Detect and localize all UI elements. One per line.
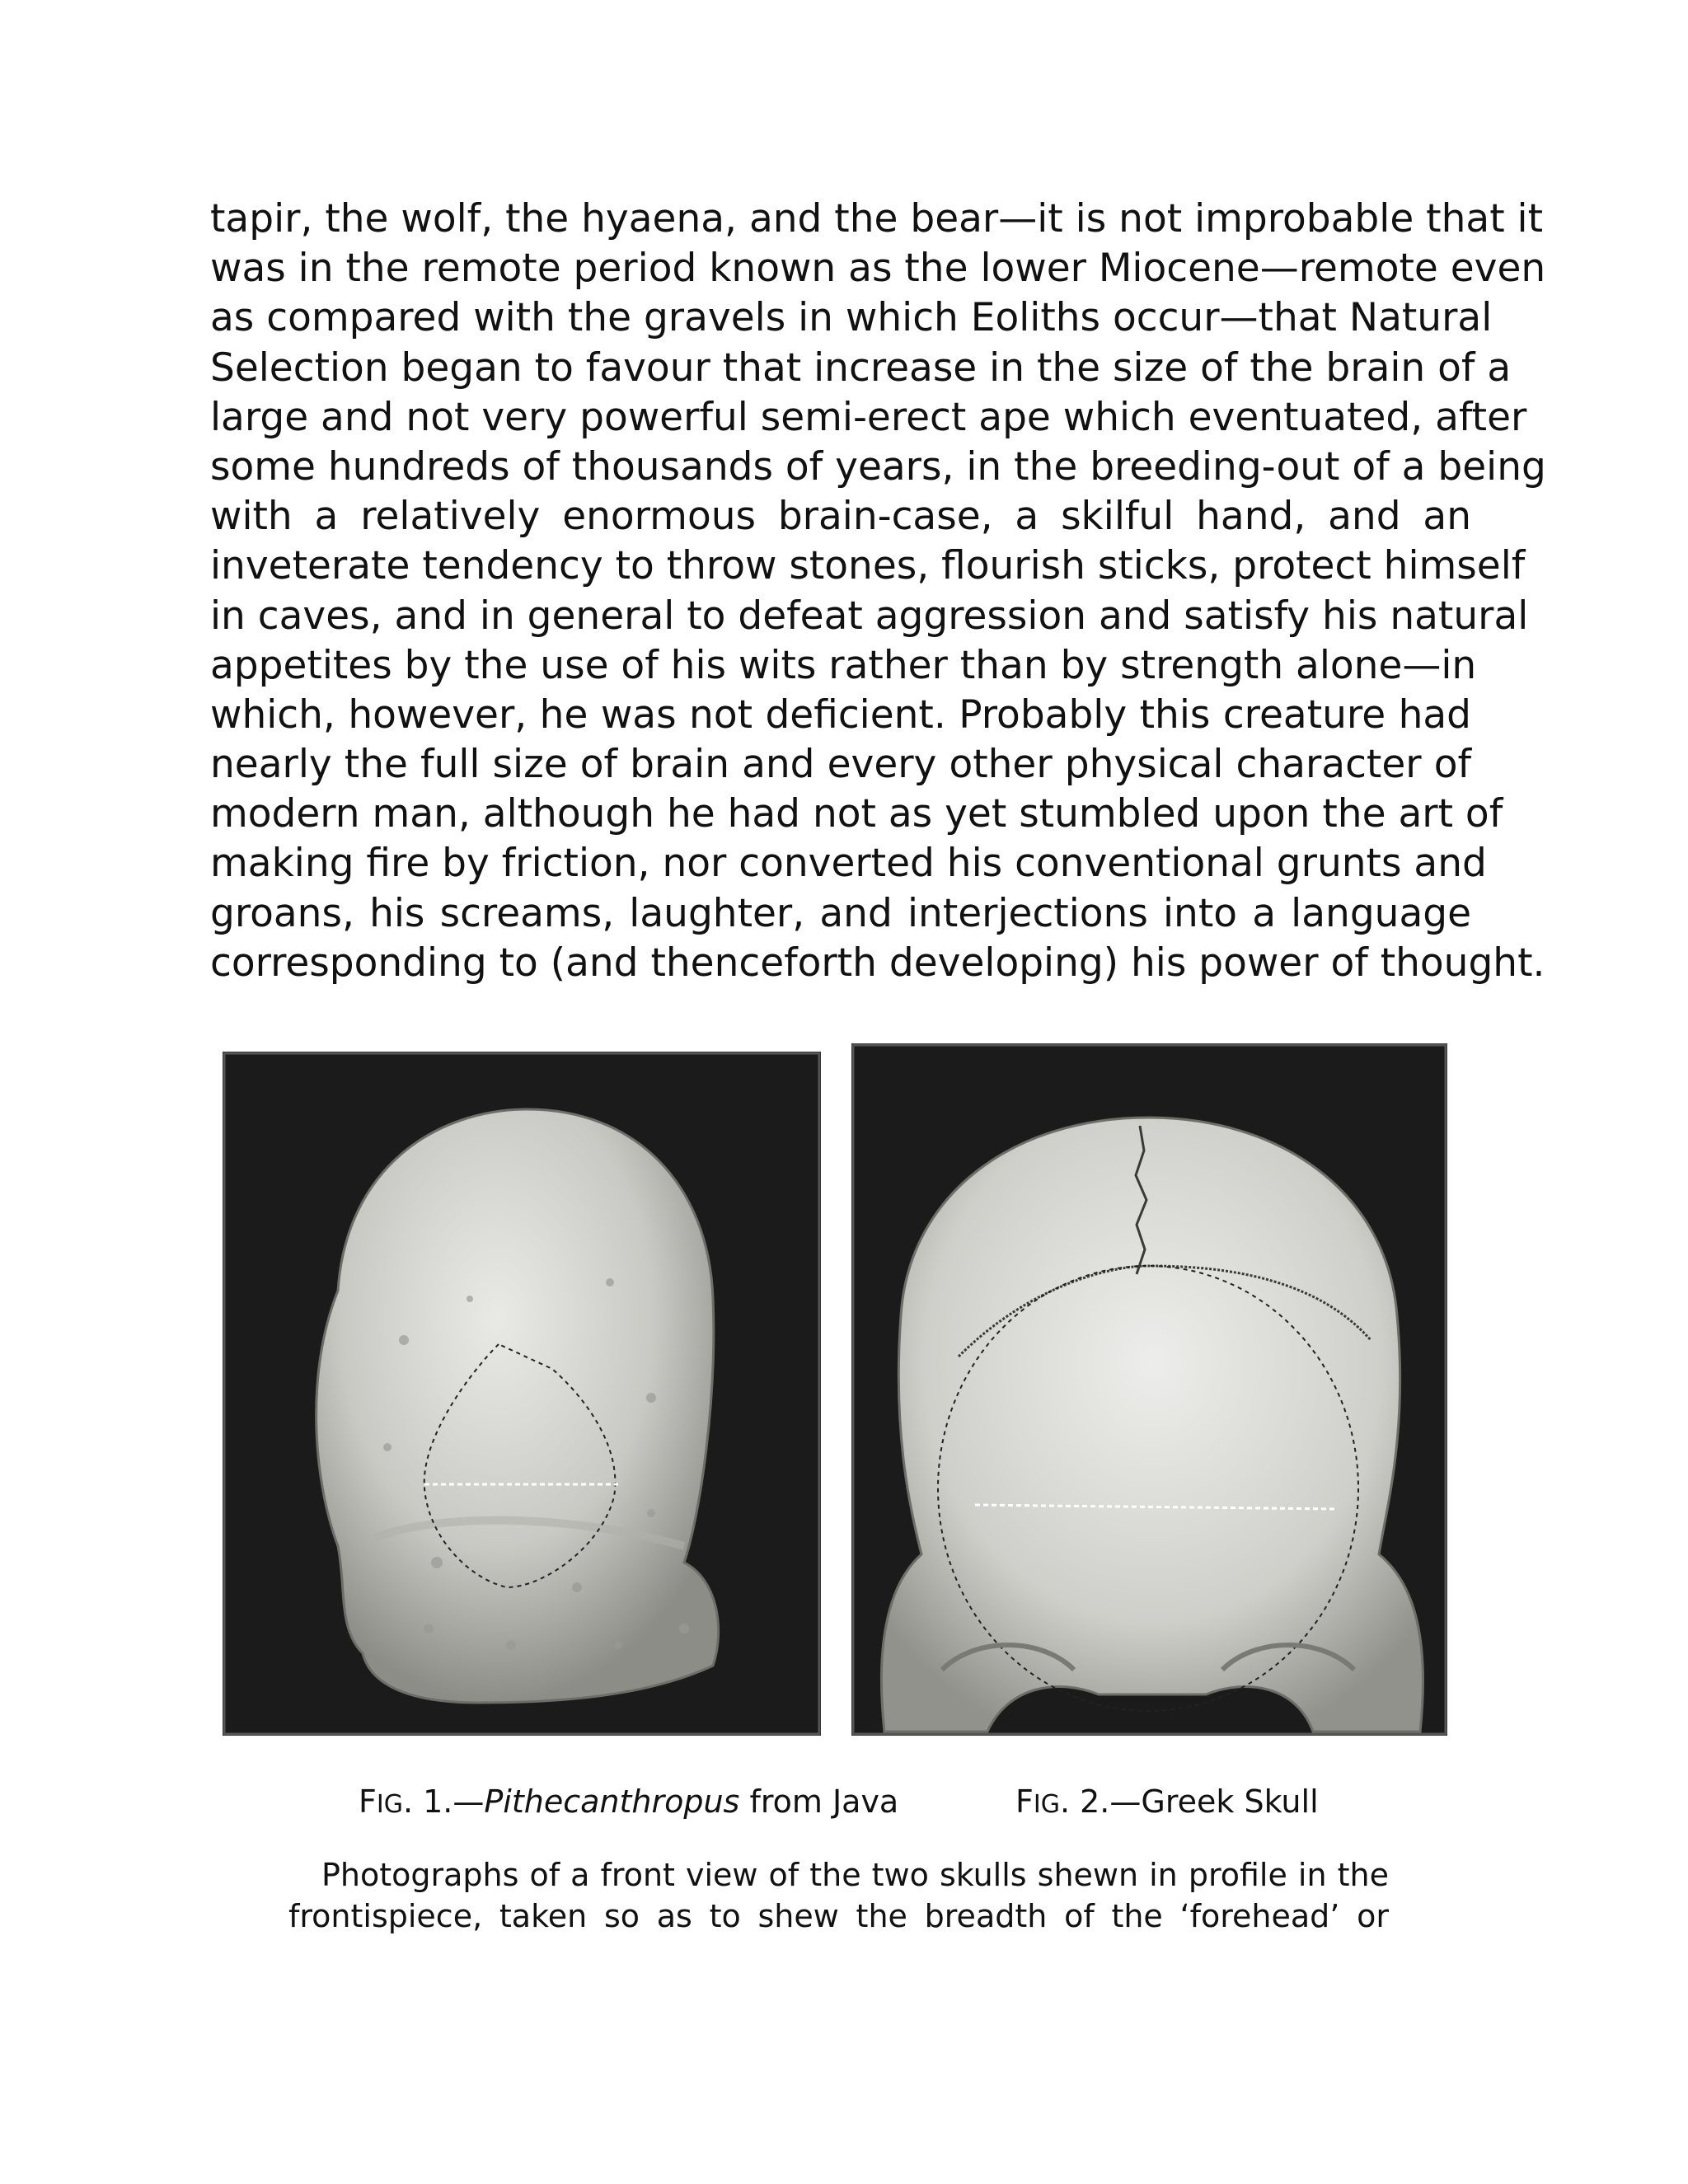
body-paragraph (210, 194, 1546, 988)
body-line: groans, his screams, laughter, and interjections into a language (210, 890, 1471, 936)
body-line: was in the remote period known as the lower Miocene—remote even (210, 246, 1546, 292)
body-line: with a relatively enormous brain-case, a skilful hand, and an (210, 494, 1471, 540)
greek-skull-photo (851, 1043, 1447, 1736)
figure-2-caption (1015, 1777, 1319, 1826)
body-line: inveterate tendency to throw stones, flourish sticks, protect himself (210, 543, 1526, 589)
caption-title: from Java (739, 1783, 899, 1820)
figure-note (288, 1854, 1389, 1937)
body-line: tapir, the wolf, the hyaena, and the bear—it is not improbable that it (210, 196, 1544, 241)
caption-label-small: IG (1033, 1790, 1060, 1819)
body-line: in caves, and in general to defeat aggression and satisfy his natural (210, 593, 1529, 639)
body-line: which, however, he was not deficient. Probably this creature had (210, 691, 1471, 738)
note-line: Photographs of a front view of the two skulls shewn in profile in the (321, 1857, 1389, 1893)
body-line: nearly the full size of brain and every other physical character of (210, 742, 1471, 788)
caption-title: Greek Skull (1141, 1783, 1319, 1820)
body-line: corresponding to (and thenceforth developing) his power of thought. (210, 940, 1545, 986)
body-line: large and not very powerful semi-erect ape which eventuated, after (210, 394, 1527, 440)
caption-number: . 1.— (402, 1783, 485, 1820)
body-line: Selection began to favour that increase in the size of the brain of a (210, 344, 1512, 391)
pithecanthropus-skull-photo (223, 1052, 821, 1736)
caption-label-initial: F (1015, 1783, 1034, 1820)
caption-number: . 2.— (1059, 1783, 1142, 1820)
body-line: some hundreds of thousands of years, in the breeding-out of a being (210, 443, 1546, 490)
body-line: modern man, although he had not as yet stumbled upon the art of (210, 791, 1503, 837)
caption-label-small: IG (376, 1790, 403, 1819)
note-line: frontispiece, taken so as to shew the breadth of the ‘forehead’ or (288, 1898, 1389, 1934)
body-line: making fire by friction, nor converted his conventional grunts and (210, 841, 1487, 887)
caption-title-italic: Pithecanthropus (484, 1783, 740, 1820)
figure-1-caption (359, 1777, 898, 1826)
caption-label-initial: F (359, 1783, 377, 1820)
body-line: appetites by the use of his wits rather than by strength alone—in (210, 642, 1477, 688)
body-line: as compared with the gravels in which Eoliths occur—that Natural (210, 295, 1493, 341)
